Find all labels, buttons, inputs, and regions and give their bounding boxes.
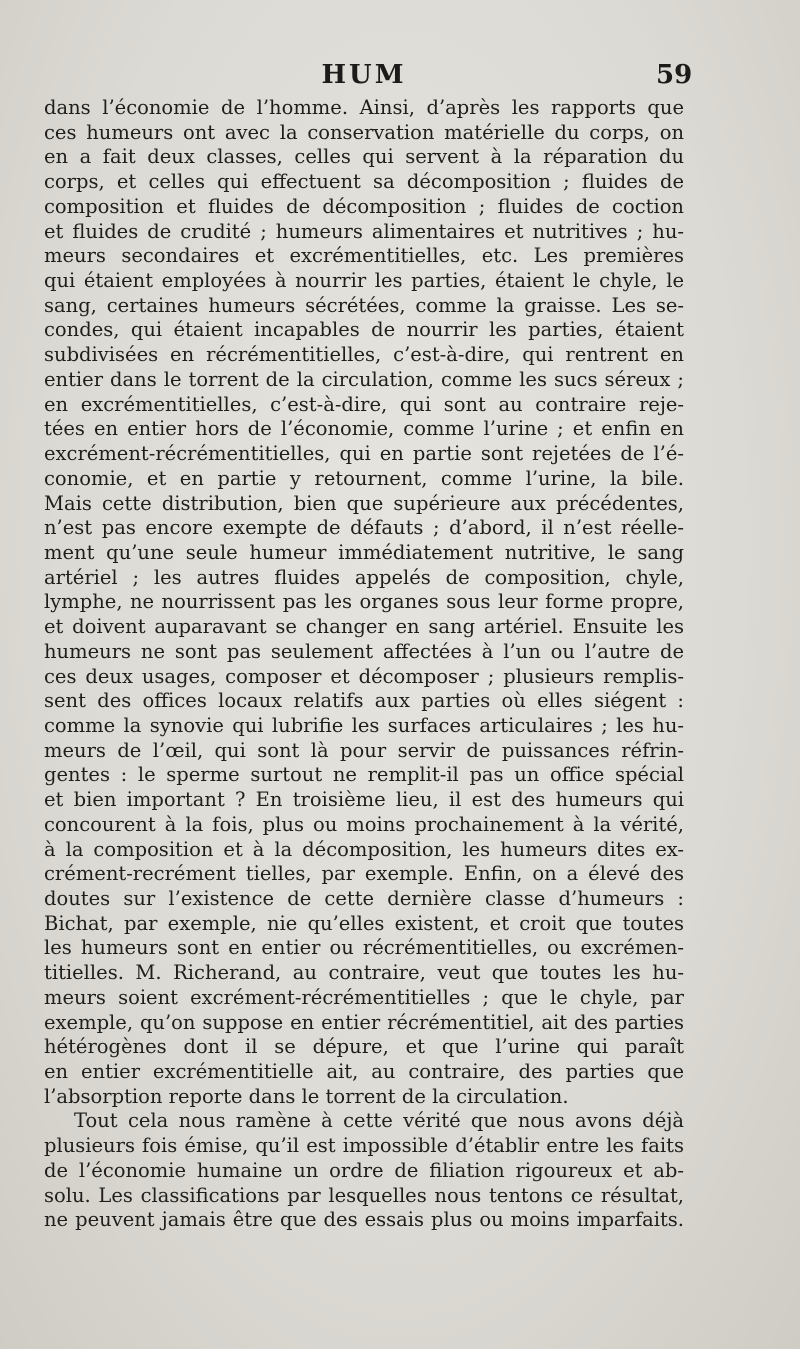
text-line: ces deux usages, composer et décomposer ; plusieurs remplis- (44, 664, 684, 688)
text-line: humeurs ne sont pas seulement affectées à l’un ou l’autre de (44, 639, 684, 663)
paragraph-2 (44, 1109, 684, 1233)
text-line: concourent à la fois, plus ou moins prochainement à la vérité, (44, 812, 684, 836)
text-line: comme la synovie qui lubrifie les surfaces articulaires ; les hu- (44, 713, 684, 737)
text-line: corps, et celles qui effectuent sa décomposition ; fluides de (44, 170, 684, 194)
text-line: les humeurs sont en entier ou récrémentitielles, ou excrémen- (44, 936, 684, 960)
text-line: en entier excrémentitielle ait, au contraire, des parties que (44, 1060, 684, 1084)
text-line: à la composition et à la décomposition, les humeurs dites ex- (44, 837, 684, 861)
text-line: n’est pas encore exempte de défauts ; d’abord, il n’est réelle- (44, 516, 684, 540)
text-line: titielles. M. Richerand, au contraire, veut que toutes les hu- (44, 961, 684, 985)
text-line: sang, certaines humeurs sécrétées, comme la graisse. Les se- (44, 293, 684, 317)
text-line: et doivent auparavant se changer en sang artériel. Ensuite les (44, 615, 684, 639)
text-line: entier dans le torrent de la circulation, comme les sucs séreux ; (44, 367, 684, 391)
text-line: crément-recrément tielles, par exemple. Enfin, on a élevé des (44, 862, 684, 886)
text-line: meurs soient excrément-récrémentitielles ; que le chyle, par (44, 985, 684, 1009)
text-line: hétérogènes dont il se dépure, et que l’urine qui paraît (44, 1035, 684, 1059)
text-line: subdivisées en récrémentitielles, c’est-à-dire, qui rentrent en (44, 343, 684, 367)
text-line: meurs de l’œil, qui sont là pour servir de puissances réfrin- (44, 738, 684, 762)
text-line: composition et fluides de décomposition ; fluides de coction (44, 194, 684, 218)
text-line: lymphe, ne nourrissent pas les organes sous leur forme propre, (44, 590, 684, 614)
text-line: conomie, et en partie y retournent, comme l’urine, la bile. (44, 466, 684, 490)
paragraph-1 (44, 96, 684, 1109)
text-line: ment qu’une seule humeur immédiatement nutritive, le sang (44, 540, 684, 564)
text-line: condes, qui étaient incapables de nourrir les parties, étaient (44, 318, 684, 342)
text-line: meurs secondaires et excrémentitielles, etc. Les premières (44, 244, 684, 268)
text-line: en a fait deux classes, celles qui servent à la réparation du (44, 145, 684, 169)
text-line: l’absorption reporte dans le torrent de la circulation. (44, 1084, 569, 1108)
running-title: HUM (321, 60, 407, 90)
text-line: ces humeurs ont avec la conservation matérielle du corps, on (44, 120, 684, 144)
text-line: ne peuvent jamais être que des essais plus ou moins imparfaits. (44, 1208, 684, 1232)
text-line: de l’économie humaine un ordre de filiation rigoureux et ab- (44, 1158, 684, 1182)
text-line: Mais cette distribution, bien que supérieure aux précédentes, (44, 491, 684, 515)
text-line: artériel ; les autres fluides appelés de composition, chyle, (44, 565, 684, 589)
text-line: gentes : le sperme surtout ne remplit-il pas un office spécial (44, 763, 684, 787)
text-line: et fluides de crudité ; humeurs alimentaires et nutritives ; hu- (44, 219, 684, 243)
text-line: exemple, qu’on suppose en entier récrémentitiel, ait des parties (44, 1010, 684, 1034)
text-line: et bien important ? En troisième lieu, il est des humeurs qui (44, 788, 684, 812)
text-line: doutes sur l’existence de cette dernière classe d’humeurs : (44, 887, 684, 910)
text-line: plusieurs fois émise, qu’il est impossible d’établir entre les faits (44, 1134, 684, 1158)
text-line: tées en entier hors de l’économie, comme l’urine ; et enfin en (44, 417, 684, 441)
text-line: excrément-récrémentitielles, qui en partie sont rejetées de l’é- (44, 442, 684, 466)
page-number: 59 (656, 60, 693, 90)
text-line: Bichat, par exemple, nie qu’elles existent, et croit que toutes (44, 911, 684, 935)
text-line: qui étaient employées à nourrir les parties, étaient le chyle, le (44, 269, 684, 293)
text-line: solu. Les classifications par lesquelles nous tentons ce résultat, (44, 1183, 684, 1207)
text-line: dans l’économie de l’homme. Ainsi, d’après les rapports que (44, 96, 684, 119)
text-line: Tout cela nous ramène à cette vérité que nous avons déjà (74, 1109, 684, 1133)
text-line: sent des offices locaux relatifs aux parties où elles siégent : (44, 689, 684, 713)
text-line: en excrémentitielles, c’est-à-dire, qui sont au contraire reje- (44, 392, 684, 416)
page-body (44, 96, 684, 1233)
